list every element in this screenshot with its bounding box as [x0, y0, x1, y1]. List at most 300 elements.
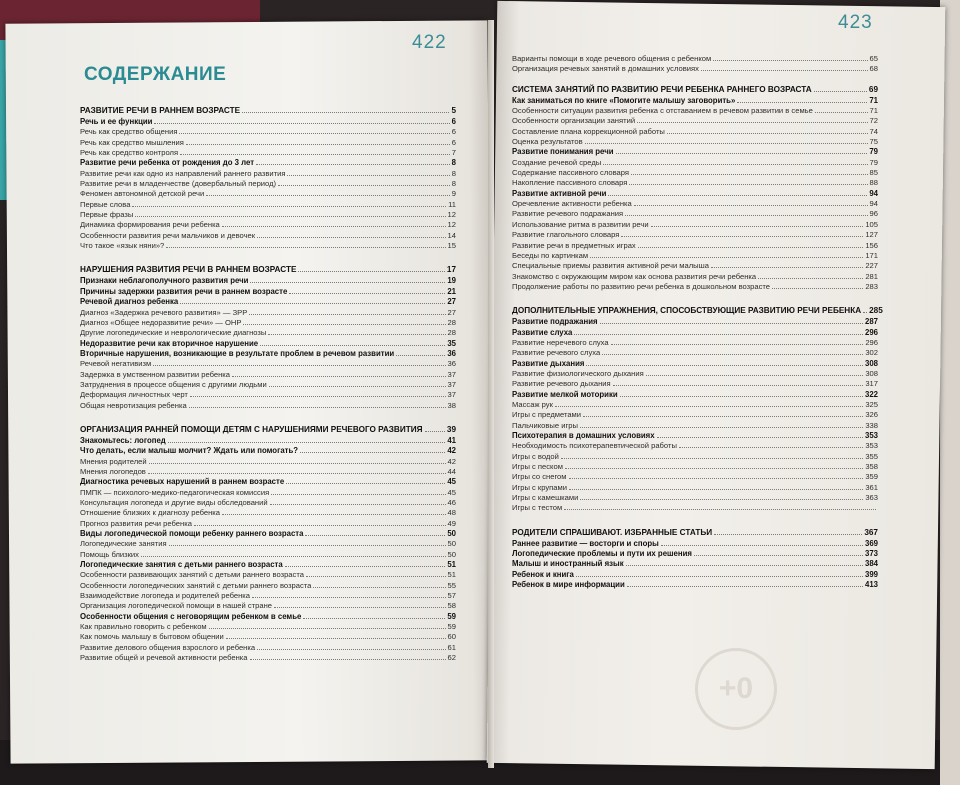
toc-leader-dots [631, 174, 868, 175]
toc-leader-dots [278, 185, 450, 186]
toc-entry-title: Взаимодействие логопеда и родителей ребенка [80, 591, 250, 601]
toc-entry-page: 12 [447, 210, 456, 220]
toc-entry-title: Мнения родителей [80, 456, 147, 466]
toc-spacer [512, 75, 878, 83]
toc-entry-page: 38 [447, 400, 456, 410]
toc-entry-title: Деформация личностных черт [80, 390, 188, 400]
toc-entry-title: ПМПК — психолого-медико-педагогическая комиссия [80, 487, 270, 497]
toc-leader-dots [576, 576, 863, 577]
toc-entry-page: 326 [865, 410, 878, 420]
toc-entry-title: Психотерапия в домашних условиях [512, 431, 655, 440]
toc-entry-page: 283 [865, 281, 878, 291]
toc-entry [512, 472, 878, 482]
toc-leader-dots [154, 123, 449, 124]
toc-entry [80, 158, 456, 168]
toc-entry-title: Знакомство с окружающим миром как основа развития речи ребенка [512, 271, 757, 281]
toc-leader-dots [814, 91, 867, 92]
toc-entry-page: 75 [869, 137, 878, 147]
toc-entry-title: Задержка в умственном развитии ребенка [80, 369, 230, 379]
toc-leader-dots [569, 489, 863, 490]
toc-entry [512, 369, 878, 379]
toc-entry-page: 71 [869, 95, 878, 105]
toc-entry-title: Развитие речи как одно из направлений раннего развития [80, 168, 286, 178]
toc-entry-title: Ребенок в мире информации [512, 580, 625, 590]
toc-entry [512, 328, 878, 338]
toc-leader-dots [629, 184, 867, 185]
toc-leader-dots [600, 323, 863, 324]
toc-entry [512, 147, 878, 157]
toc-entry-page: 8 [451, 168, 456, 178]
toc-entry [80, 622, 456, 632]
toc-entry-page: 6 [451, 117, 456, 126]
toc-entry-page: 296 [864, 327, 878, 337]
toc-entry [80, 632, 456, 642]
toc-entry [512, 559, 878, 569]
toc-entry-title: Особенности развития речи мальчиков и девочек [80, 230, 256, 240]
toc-entry [80, 653, 456, 663]
toc-entry-title: Логопедические проблемы и пути их решения [512, 549, 692, 559]
toc-leader-dots [250, 282, 445, 283]
toc-entry-page: 367 [864, 527, 878, 537]
toc-entry-page: 353 [865, 441, 878, 451]
toc-entry-page: 51 [447, 570, 456, 580]
toc-entry [512, 116, 878, 126]
toc-entry [512, 483, 878, 493]
toc-leader-dots [621, 236, 863, 237]
toc-entry [80, 591, 456, 601]
toc-entry-title: Игры с предметами [512, 410, 582, 420]
toc-leader-dots [616, 153, 868, 154]
toc-entry-page: 45 [447, 477, 456, 487]
toc-entry [80, 220, 456, 230]
toc-entry-page: 45 [447, 487, 456, 497]
toc-entry [80, 189, 456, 199]
toc-entry-title: Общая невротизация ребенка [80, 400, 187, 410]
toc-entry [512, 241, 878, 251]
toc-entry-title: Как правильно говорить с ребенком [80, 622, 207, 632]
toc-entry [80, 477, 456, 487]
toc-entry-page: 42 [447, 446, 456, 456]
toc-leader-dots [620, 396, 863, 397]
toc-leader-dots [268, 334, 445, 335]
toc-entry-page: 21 [447, 286, 456, 296]
toc-entry-page: 8 [451, 158, 456, 168]
toc-entry [512, 137, 878, 147]
toc-entry-page: 79 [869, 157, 878, 167]
toc-leader-dots [190, 396, 446, 397]
toc-leader-dots [701, 70, 868, 71]
toc-entry-title: Раннее развитие — восторги и споры [512, 538, 659, 548]
toc-entry-title: Диагноз «Задержка речевого развития» — ЗРР [80, 307, 248, 317]
toc-entry-title: Развитие мелкой моторики [512, 389, 618, 399]
toc-entry-page: 281 [865, 271, 878, 281]
toc-entry-title: Развитие речи ребенка от рождения до 3 лет [80, 158, 255, 168]
toc-entry-page: 8 [451, 179, 456, 189]
toc-entry [80, 488, 456, 498]
toc-entry-page: 227 [865, 261, 878, 271]
toc-entry [512, 261, 878, 271]
toc-entry-page: 156 [865, 240, 878, 250]
toc-entry-page: 69 [868, 84, 878, 94]
toc-entry-title: Использование ритма в развитии речи [512, 219, 649, 229]
toc-entry-title: Накопление пассивного словаря [512, 178, 628, 188]
toc-entry-title: СИСТЕМА ЗАНЯТИЙ ПО РАЗВИТИЮ РЕЧИ РЕБЕНКА РАННЕГО ВОЗРАСТА [512, 84, 812, 94]
toc-leader-dots [287, 175, 449, 176]
toc-entry-title: Развитие неречевого слуха [512, 337, 609, 347]
toc-entry-title: Затруднения в процессе общения с другими людьми [80, 379, 267, 389]
toc-entry-title: Феномен автономной детской речи [80, 189, 205, 199]
toc-entry-page: 361 [865, 482, 878, 492]
toc-entry-title: Составление плана коррекционной работы [512, 126, 665, 136]
toc-entry-page: 338 [865, 420, 878, 430]
book-spine [488, 20, 494, 768]
toc-leader-dots [638, 247, 864, 248]
toc-entry-title: Особенности общения с неговорящим ребенком в семье [80, 611, 302, 621]
toc-entry-page: 355 [865, 451, 878, 461]
toc-leader-dots [564, 509, 876, 510]
toc-entry [512, 410, 878, 420]
toc-entry-title: Причины задержки развития речи в раннем возрасте [80, 286, 288, 296]
toc-leader-dots [149, 463, 446, 464]
toc-leader-dots [257, 649, 445, 650]
toc-entry [80, 560, 456, 570]
toc-entry-page: 363 [865, 493, 878, 503]
toc-leader-dots [613, 385, 864, 386]
toc-entry-title: Особенности ситуации развития ребенка с отставанием в речевом развитии в семье [512, 106, 813, 116]
toc-entry-title: Особенности развивающих занятий с детьми раннего возраста [80, 570, 304, 580]
toc-leader-dots [637, 122, 867, 123]
toc-entry-title: Игры с водой [512, 451, 559, 461]
toc-entry [512, 189, 878, 199]
toc-entry-title: Логопедические занятия с детьми раннего возраста [80, 560, 283, 570]
toc-leader-dots [634, 205, 868, 206]
toc-entry-title: Прогноз развития речи ребенка [80, 518, 192, 528]
toc-entry-page: 41 [447, 435, 456, 445]
toc-leader-dots [585, 143, 868, 144]
toc-leader-dots [555, 406, 863, 407]
toc-leader-dots [169, 545, 446, 546]
toc-entry-page: 15 [447, 241, 456, 251]
toc-entry [512, 390, 878, 400]
toc-entry-page: 36 [447, 348, 456, 358]
toc-entry-title: Игры с песком [512, 462, 563, 472]
toc-entry [80, 401, 456, 411]
toc-entry-page: 62 [447, 653, 456, 663]
toc-leader-dots [561, 458, 864, 459]
toc-entry [512, 431, 878, 441]
toc-entry-title: Содержание пассивного словаря [512, 168, 630, 178]
toc-leader-dots [186, 144, 450, 145]
toc-entry-page: 373 [864, 549, 878, 559]
toc-entry [80, 457, 456, 467]
toc-entry-page: 60 [447, 632, 456, 642]
toc-entry-page: 50 [447, 529, 456, 539]
toc-spacer [512, 292, 878, 304]
toc-entry-title: Диагностика речевых нарушений в раннем возрасте [80, 477, 285, 487]
toc-entry-title: Развитие речевого подражания [512, 209, 624, 219]
toc-entry [80, 550, 456, 560]
toc-entry-title: Речь как средство контроля [80, 148, 179, 158]
toc-entry-title: Что такое «язык няни»? [80, 241, 165, 251]
toc-entry-title: Вторичные нарушения, возникающие в результате проблем в речевом развитии [80, 348, 395, 358]
toc-leader-dots [232, 376, 446, 377]
toc-leader-dots [602, 354, 863, 355]
toc-entry-page: 49 [447, 518, 456, 528]
toc-entry-page: 308 [864, 358, 878, 368]
toc-entry-title: Ребенок и книга [512, 569, 574, 579]
toc-entry-title: НАРУШЕНИЯ РАЗВИТИЯ РЕЧИ В РАННЕМ ВОЗРАСТЕ [80, 265, 297, 275]
toc-entry-title: Варианты помощи в ходе речевого общения с ребенком [512, 54, 712, 63]
toc-entry-title: Оречевление активности ребенка [512, 199, 632, 209]
toc-leader-dots [250, 659, 446, 660]
toc-leader-dots [396, 355, 445, 356]
toc-entry [80, 446, 456, 456]
toc-entry-page: 285 [869, 306, 883, 316]
toc-entry [512, 503, 878, 513]
toc-entry-title: Помощь близких [80, 549, 139, 559]
toc-leader-dots [583, 416, 863, 417]
toc-entry [80, 276, 456, 286]
toc-leader-dots [863, 312, 867, 313]
toc-entry-page: 9 [451, 189, 456, 199]
toc-entry [512, 158, 878, 168]
toc-leader-dots [627, 586, 863, 587]
toc-entry [80, 179, 456, 189]
toc-entry [512, 317, 878, 327]
toc-entry-page: 413 [864, 580, 878, 590]
toc-entry-page: 28 [447, 317, 456, 327]
toc-entry [512, 230, 878, 240]
toc-entry-page: 79 [869, 147, 878, 157]
toc-entry [512, 421, 878, 431]
toc-leader-dots [148, 473, 446, 474]
stamp-mark: +0 [695, 648, 777, 730]
toc-entry-title: Первые фразы [80, 210, 134, 220]
toc-entry [80, 390, 456, 400]
toc-entry-title: Игры с крупами [512, 482, 567, 492]
toc-entry-title: Развитие понимания речи [512, 147, 614, 157]
toc-entry-title: Как заниматься по книге «Помогите малышу заговорить» [512, 95, 736, 105]
toc-entry [512, 168, 878, 178]
toc-leader-dots [714, 534, 862, 535]
toc-leader-dots [580, 499, 863, 500]
toc-entry [512, 400, 878, 410]
toc-entry-page: 5 [451, 106, 456, 115]
toc-entry [80, 508, 456, 518]
toc-entry-title: Недоразвитие речи как вторичное нарушение [80, 338, 259, 348]
toc-entry-title: ОРГАНИЗАЦИЯ РАННЕЙ ПОМОЩИ ДЕТЯМ С НАРУШЕНИЯМИ РЕЧЕВОГО РАЗВИТИЯ [80, 424, 423, 434]
toc-leader-dots [132, 206, 446, 207]
toc-entry-title: Особенности логопедических занятий с детьми раннего возраста [80, 580, 312, 590]
toc-leader-dots [667, 133, 868, 134]
toc-entry-page: 17 [446, 265, 456, 275]
toc-entry-page: 50 [447, 539, 456, 549]
toc-entry [512, 282, 878, 292]
toc-leader-dots [646, 375, 864, 376]
toc-entry [512, 54, 878, 64]
toc-entry [512, 549, 878, 559]
toc-entry [80, 423, 456, 436]
toc-entry-title: Игры со снегом [512, 472, 567, 482]
toc-entry-title: Массаж рук [512, 399, 553, 409]
toc-entry-page: 27 [447, 307, 456, 317]
toc-entry [512, 348, 878, 358]
toc-entry-page: 6 [451, 137, 456, 147]
toc-entry-page: 27 [447, 297, 456, 307]
toc-entry [512, 272, 878, 282]
toc-entry [512, 127, 878, 137]
toc-entry-page: 51 [447, 560, 456, 570]
toc-entry-page: 6 [451, 127, 456, 137]
toc-entry [512, 96, 878, 106]
toc-entry [80, 529, 456, 539]
toc-entry-title: Речь как средство мышления [80, 137, 184, 147]
toc-entry [80, 231, 456, 241]
toc-entry [80, 370, 456, 380]
toc-entry-title: Отношение близких к диагнозу ребенка [80, 508, 221, 518]
toc-entry [80, 308, 456, 318]
toc-entry-title: Первые слова [80, 199, 131, 209]
toc-entry-page: 59 [447, 622, 456, 632]
toc-leader-dots [590, 257, 863, 258]
toc-leader-dots [135, 216, 445, 217]
toc-entry [80, 539, 456, 549]
toc-entry [512, 570, 878, 580]
toc-entry [512, 452, 878, 462]
toc-spacer [512, 514, 878, 526]
toc-leader-dots [569, 478, 864, 479]
toc-entry-title: РАЗВИТИЕ РЕЧИ В РАННЕМ ВОЗРАСТЕ [80, 106, 241, 115]
toc-entry-page: 35 [447, 338, 456, 348]
toc-leader-dots [242, 112, 449, 113]
toc-entry-page: 96 [869, 209, 878, 219]
toc-entry [512, 441, 878, 451]
toc-leader-dots [226, 638, 446, 639]
toc-entry [80, 127, 456, 137]
toc-entry [80, 263, 456, 276]
toc-entry [512, 199, 878, 209]
toc-entry-title: Диагноз «Общее недоразвитие речи» — ОНР [80, 317, 242, 327]
toc-entry-page: 358 [865, 462, 878, 472]
toc-entry [80, 210, 456, 220]
toc-entry [80, 241, 456, 251]
toc-leader-dots [603, 164, 867, 165]
toc-entry-page: 37 [447, 379, 456, 389]
toc-entry [80, 169, 456, 179]
toc-leader-dots [608, 195, 867, 196]
toc-leader-dots [274, 607, 446, 608]
toc-entry-title: Что делать, если малыш молчит? Ждать или помогать? [80, 446, 299, 456]
toc-entry-title: Развитие слуха [512, 327, 573, 337]
toc-entry [512, 493, 878, 503]
toc-entry-page: 85 [869, 168, 878, 178]
toc-leader-dots [206, 195, 450, 196]
toc-entry-page: 325 [865, 399, 878, 409]
toc-entry [80, 519, 456, 529]
toc-entry-page: 44 [447, 466, 456, 476]
toc-entry-page: 14 [447, 230, 456, 240]
toc-leader-dots [168, 442, 446, 443]
toc-entry-title: Игры с тестом [512, 503, 563, 513]
toc-entry-title: Игры с камешками [512, 493, 579, 503]
toc-leader-dots [711, 267, 863, 268]
toc-leader-dots [611, 344, 864, 345]
toc-entry-title: Признаки неблагополучного развития речи [80, 276, 249, 286]
toc-entry [80, 287, 456, 297]
toc-leader-dots [252, 597, 446, 598]
toc-leader-dots [300, 452, 445, 453]
toc-entry-page: 359 [865, 472, 878, 482]
toc-entry-page: 317 [865, 379, 878, 389]
toc-entry-page: 302 [865, 348, 878, 358]
toc-leader-dots [306, 576, 446, 577]
toc-entry [80, 380, 456, 390]
toc-leader-dots [313, 587, 445, 588]
toc-entry [80, 200, 456, 210]
toc-entry-page: 308 [865, 368, 878, 378]
toc-leader-dots [153, 365, 445, 366]
toc-entry-page: 28 [447, 328, 456, 338]
toc-entry-title: Речь как средство общения [80, 127, 178, 137]
toc-entry [512, 462, 878, 472]
toc-leader-dots [565, 468, 863, 469]
toc-entry-title: Продолжение работы по развитию речи ребенка в дошкольном возрасте [512, 281, 770, 291]
toc-entry-title: Знакомьтесь: логопед [80, 435, 166, 445]
toc-leader-dots [694, 555, 863, 556]
toc-entry-page: 7 [451, 148, 456, 158]
toc-spacer [80, 251, 456, 263]
toc-entry-title: Развитие общей и речевой активности ребенка [80, 653, 248, 663]
toc-entry [512, 304, 883, 317]
toc-left [80, 104, 456, 664]
toc-leader-dots [625, 215, 867, 216]
toc-entry-page: 12 [447, 220, 456, 230]
toc-leader-dots [141, 556, 446, 557]
toc-leader-dots [271, 494, 445, 495]
toc-entry-page: 37 [447, 390, 456, 400]
toc-entry-page: 384 [864, 559, 878, 569]
toc-leader-dots [270, 504, 446, 505]
toc-entry [80, 570, 456, 580]
toc-entry-title: Особенности организации занятий [512, 116, 636, 126]
toc-entry-title: Беседы по картинкам [512, 250, 589, 260]
toc-entry [80, 297, 456, 307]
toc-entry-page: 369 [864, 538, 878, 548]
toc-entry [80, 359, 456, 369]
toc-leader-dots [586, 365, 863, 366]
toc-entry-page: 71 [869, 106, 878, 116]
toc-entry-page: 171 [865, 250, 878, 260]
toc-entry [80, 138, 456, 148]
toc-leader-dots [815, 112, 868, 113]
toc-leader-dots [298, 271, 444, 272]
toc-entry-title: Развитие физиологического дыхания [512, 368, 644, 378]
toc-entry-page: 399 [864, 569, 878, 579]
toc-entry-page: 57 [447, 591, 456, 601]
toc-entry [512, 64, 878, 74]
toc-entry-title: Динамика формирования речи ребенка [80, 220, 220, 230]
toc-entry [80, 436, 456, 446]
toc-entry [512, 220, 878, 230]
toc-leader-dots [222, 226, 446, 227]
toc-entry-page: 94 [869, 199, 878, 209]
toc-leader-dots [289, 293, 445, 294]
toc-leader-dots [260, 345, 445, 346]
toc-entry-page: 105 [865, 219, 878, 229]
toc-entry [80, 318, 456, 328]
toc-entry [512, 580, 878, 590]
toc-entry-title: Развитие дыхания [512, 358, 585, 368]
